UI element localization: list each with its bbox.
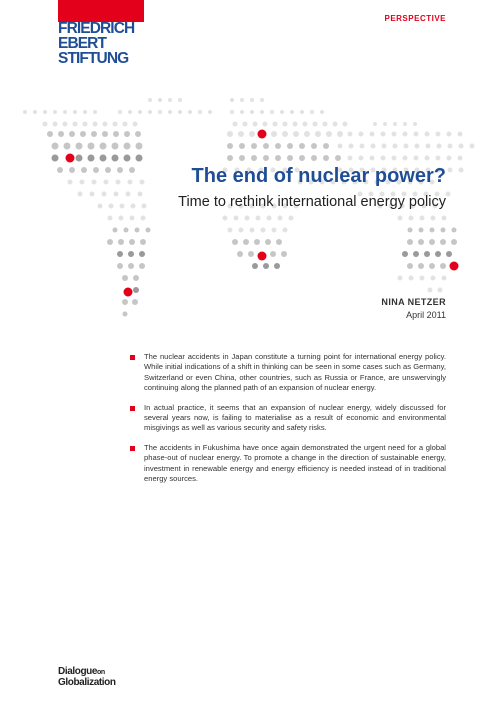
map-dot (142, 204, 147, 209)
map-dot (428, 288, 433, 293)
map-dot (140, 239, 146, 245)
map-dot (253, 122, 258, 127)
publication-date: April 2011 (406, 310, 446, 320)
map-dot (452, 228, 457, 233)
map-dot (283, 228, 288, 233)
map-dot (112, 155, 119, 162)
map-dot (243, 239, 249, 245)
map-dot (238, 131, 244, 137)
map-dot (43, 122, 48, 127)
map-dot (124, 143, 131, 150)
map-dot (132, 299, 138, 305)
map-dot (73, 110, 77, 114)
summary-item (130, 403, 446, 434)
map-dot (178, 98, 182, 102)
map-dot (90, 192, 95, 197)
map-dot (233, 122, 238, 127)
map-dot (458, 156, 463, 161)
map-dot (63, 122, 68, 127)
map-dot (120, 204, 125, 209)
map-dot (83, 122, 88, 127)
map-dot (53, 122, 58, 127)
map-dot (393, 122, 397, 126)
map-dot (260, 98, 264, 102)
map-dot (359, 132, 364, 137)
map-dot (112, 143, 119, 150)
map-dot (438, 288, 443, 293)
map-dot (148, 110, 152, 114)
series-logo (58, 667, 116, 688)
map-dot (261, 228, 266, 233)
map-dot (239, 143, 245, 149)
map-dot (311, 155, 317, 161)
map-dot (446, 192, 451, 197)
map-dot (234, 216, 239, 221)
map-dot (265, 239, 271, 245)
summary-item (130, 352, 446, 394)
map-dot (392, 132, 397, 137)
map-dot (92, 180, 97, 185)
map-dot (33, 110, 37, 114)
map-dot (146, 228, 151, 233)
map-dot (227, 131, 233, 137)
map-dot (128, 110, 132, 114)
map-dot (239, 155, 245, 161)
map-dot (58, 131, 64, 137)
map-dot (263, 155, 269, 161)
map-dot (404, 144, 409, 149)
map-dot (403, 156, 408, 161)
map-dot (133, 122, 138, 127)
map-dot (430, 228, 435, 233)
map-dot (250, 228, 255, 233)
map-dot (232, 239, 238, 245)
map-dot (52, 143, 59, 150)
map-dot (81, 167, 87, 173)
map-dot (437, 144, 442, 149)
map-dot (323, 143, 329, 149)
map-dot (139, 263, 145, 269)
map-dot (139, 251, 145, 257)
series-word-globalization: Globalization (58, 677, 116, 688)
map-dot (271, 131, 277, 137)
map-dot (118, 110, 122, 114)
map-dot (227, 143, 233, 149)
map-dot (69, 131, 75, 137)
map-dot (249, 131, 255, 137)
map-dot (114, 192, 119, 197)
category-label: PERSPECTIVE (384, 14, 446, 23)
map-dot (440, 263, 446, 269)
map-dot (343, 122, 348, 127)
map-dot (310, 110, 314, 114)
series-word-on: on (97, 669, 105, 676)
map-dot (447, 132, 452, 137)
map-dot (360, 144, 365, 149)
map-dot (381, 132, 386, 137)
map-dot (128, 263, 134, 269)
map-dot (248, 251, 254, 257)
map-dot (300, 110, 304, 114)
map-dot (418, 263, 424, 269)
map-dot (426, 144, 431, 149)
map-dot (315, 131, 321, 137)
map-dot (323, 122, 328, 127)
bullet-square-icon (130, 406, 135, 411)
map-dot (290, 110, 294, 114)
map-dot (53, 110, 57, 114)
map-dot (299, 143, 305, 149)
map-dot (451, 239, 457, 245)
map-dot (270, 110, 274, 114)
map-dot (283, 122, 288, 127)
map-dot (93, 167, 99, 173)
map-dot (370, 156, 375, 161)
map-dot (158, 98, 162, 102)
map-dot (278, 216, 283, 221)
map-dot (273, 122, 278, 127)
map-dot (403, 132, 408, 137)
page-title: The end of nuclear power? (191, 165, 446, 187)
map-dot (119, 216, 124, 221)
map-dot (47, 131, 53, 137)
map-dot (130, 216, 135, 221)
map-dot (230, 98, 234, 102)
map-dot (131, 204, 136, 209)
map-dot (148, 98, 152, 102)
map-dot (93, 110, 97, 114)
map-dot (448, 168, 453, 173)
map-dot (124, 155, 131, 162)
map-dot (276, 239, 282, 245)
map-dot (140, 180, 145, 185)
map-dot (105, 167, 111, 173)
map-dot (230, 110, 234, 114)
map-dot (124, 228, 129, 233)
map-dot (52, 155, 59, 162)
map-dot (123, 312, 128, 317)
map-dot (109, 204, 114, 209)
map-dot (263, 263, 269, 269)
map-dot (442, 276, 447, 281)
map-dot (420, 276, 425, 281)
map-dot (448, 144, 453, 149)
map-dot (102, 192, 107, 197)
map-dot (275, 155, 281, 161)
map-dot (69, 167, 75, 173)
map-dot (407, 239, 413, 245)
map-dot (93, 122, 98, 127)
map-dot (250, 98, 254, 102)
map-dot (107, 239, 113, 245)
map-dot (245, 216, 250, 221)
map-dot (168, 98, 172, 102)
logo-line-3: STIFTUNG (58, 50, 129, 67)
map-dot (73, 122, 78, 127)
map-dot (136, 143, 143, 150)
map-dot (239, 228, 244, 233)
map-dot (57, 167, 63, 173)
map-dot (252, 263, 258, 269)
map-dot (237, 251, 243, 257)
map-dot (287, 143, 293, 149)
map-dot (418, 239, 424, 245)
map-dot (431, 216, 436, 221)
map-dot (43, 110, 47, 114)
map-dot (122, 299, 128, 305)
map-dot (263, 122, 268, 127)
map-dot (424, 251, 430, 257)
map-dot (436, 132, 441, 137)
map-dot (447, 156, 452, 161)
map-dot (323, 155, 329, 161)
map-dot (274, 263, 280, 269)
map-dot (320, 110, 324, 114)
map-dot (254, 239, 260, 245)
map-dot (117, 251, 123, 257)
series-word-dialogue: Dialogue (58, 666, 98, 677)
map-dot (402, 251, 408, 257)
map-dot (102, 131, 108, 137)
map-dot (338, 144, 343, 149)
map-dot (129, 239, 135, 245)
map-dot (429, 239, 435, 245)
map-dot (370, 132, 375, 137)
map-dot (398, 216, 403, 221)
map-dot (414, 156, 419, 161)
map-dot (409, 216, 414, 221)
map-dot (470, 144, 475, 149)
map-dot (280, 110, 284, 114)
map-dot (122, 275, 128, 281)
map-dot (113, 122, 118, 127)
map-dot (409, 276, 414, 281)
map-dot (392, 156, 397, 161)
nuclear-site-dot (258, 130, 267, 139)
map-dot (348, 156, 353, 161)
map-dot (289, 216, 294, 221)
map-dot (168, 110, 172, 114)
map-dot (413, 251, 419, 257)
nuclear-site-dot (450, 262, 459, 271)
map-dot (436, 156, 441, 161)
map-dot (299, 155, 305, 161)
map-dot (141, 216, 146, 221)
map-dot (103, 122, 108, 127)
map-dot (88, 143, 95, 150)
author-name: NINA NETZER (381, 297, 446, 307)
map-dot (126, 192, 131, 197)
map-dot (408, 228, 413, 233)
map-dot (441, 228, 446, 233)
map-dot (135, 228, 140, 233)
map-dot (243, 122, 248, 127)
map-dot (413, 122, 417, 126)
map-dot (311, 143, 317, 149)
map-dot (373, 122, 377, 126)
bullet-square-icon (130, 355, 135, 360)
map-dot (136, 155, 143, 162)
map-dot (326, 131, 332, 137)
map-dot (398, 276, 403, 281)
map-dot (135, 131, 141, 137)
map-dot (337, 131, 343, 137)
summary-list (130, 352, 446, 493)
map-dot (108, 216, 113, 221)
map-dot (124, 131, 130, 137)
map-dot (371, 144, 376, 149)
map-dot (250, 110, 254, 114)
map-dot (223, 216, 228, 221)
map-dot (100, 143, 107, 150)
map-dot (138, 110, 142, 114)
map-dot (129, 167, 135, 173)
map-dot (335, 155, 341, 161)
map-dot (313, 122, 318, 127)
map-dot (260, 110, 264, 114)
map-dot (138, 192, 143, 197)
map-dot (251, 143, 257, 149)
map-dot (68, 180, 73, 185)
map-dot (407, 263, 413, 269)
map-dot (267, 216, 272, 221)
map-dot (349, 144, 354, 149)
map-dot (104, 180, 109, 185)
map-dot (128, 251, 134, 257)
map-dot (188, 110, 192, 114)
map-dot (431, 276, 436, 281)
map-dot (80, 180, 85, 185)
map-dot (381, 156, 386, 161)
map-dot (414, 132, 419, 137)
map-dot (459, 144, 464, 149)
map-dot (240, 98, 244, 102)
map-dot (116, 180, 121, 185)
map-dot (442, 216, 447, 221)
nuclear-site-dot (258, 252, 267, 261)
map-dot (198, 110, 202, 114)
summary-text: The nuclear accidents in Japan constitute a turning point for international energy policy. While initial indications of a shift in thinking can be seen in some cases such as Germany, Switzerland or even China, other countries, such as Russia or France, are unswervingly continuing along the planned path of an expansion of nuclear energy. (144, 352, 446, 393)
map-dot (459, 168, 464, 173)
map-dot (293, 131, 299, 137)
map-dot (117, 263, 123, 269)
map-dot (123, 122, 128, 127)
logo-line-2: EBERT (58, 35, 107, 52)
map-dot (76, 155, 83, 162)
map-dot (287, 155, 293, 161)
map-dot (420, 216, 425, 221)
map-dot (383, 122, 387, 126)
map-dot (178, 110, 182, 114)
map-dot (303, 122, 308, 127)
map-dot (272, 228, 277, 233)
map-dot (83, 110, 87, 114)
map-dot (275, 143, 281, 149)
map-dot (403, 122, 407, 126)
map-dot (263, 143, 269, 149)
logo-red-bar (58, 0, 144, 22)
map-dot (446, 251, 452, 257)
map-dot (128, 180, 133, 185)
map-dot (133, 287, 139, 293)
map-dot (281, 251, 287, 257)
map-dot (382, 144, 387, 149)
map-dot (256, 216, 261, 221)
map-dot (133, 275, 139, 281)
map-dot (282, 131, 288, 137)
map-dot (333, 122, 338, 127)
map-dot (415, 144, 420, 149)
map-dot (435, 251, 441, 257)
map-dot (76, 143, 83, 150)
map-dot (228, 228, 233, 233)
map-dot (118, 239, 124, 245)
map-dot (425, 132, 430, 137)
map-dot (88, 155, 95, 162)
map-dot (240, 110, 244, 114)
page-subtitle: Time to rethink international energy policy (178, 194, 446, 210)
map-dot (64, 143, 71, 150)
summary-text: The accidents in Fukushima have once again demonstrated the urgent need for a global phase-out of nuclear energy. To promote a change in the direction of sustainable energy, investment in renewable energy and energy efficiency is needed instead of in traditional energy sources. (144, 442, 446, 484)
map-dot (113, 131, 119, 137)
map-dot (113, 228, 118, 233)
map-dot (293, 122, 298, 127)
map-dot (78, 192, 83, 197)
summary-text: In actual practice, it seems that an expansion of nuclear energy, widely discussed for several years now, is failing to materialise as a result of economic and environmental misgivings as well as various security and safety risks. (144, 402, 446, 433)
map-dot (270, 251, 276, 257)
map-dot (98, 204, 103, 209)
map-dot (440, 239, 446, 245)
map-dot (63, 110, 67, 114)
map-dot (458, 132, 463, 137)
map-dot (117, 167, 123, 173)
map-dot (348, 132, 353, 137)
map-dot (227, 155, 233, 161)
map-dot (100, 155, 107, 162)
nuclear-site-dot (66, 154, 75, 163)
nuclear-site-dot (124, 288, 133, 297)
map-dot (251, 155, 257, 161)
bullet-square-icon (130, 446, 135, 451)
map-dot (425, 156, 430, 161)
map-dot (91, 131, 97, 137)
map-dot (80, 131, 86, 137)
summary-item (130, 443, 446, 485)
map-dot (304, 131, 310, 137)
map-dot (158, 110, 162, 114)
fes-logo (58, 21, 158, 66)
map-dot (359, 156, 364, 161)
map-dot (208, 110, 212, 114)
map-dot (419, 228, 424, 233)
map-dot (393, 144, 398, 149)
logo-line-1: FRIEDRICH (58, 20, 135, 37)
map-dot (429, 263, 435, 269)
map-dot (23, 110, 27, 114)
